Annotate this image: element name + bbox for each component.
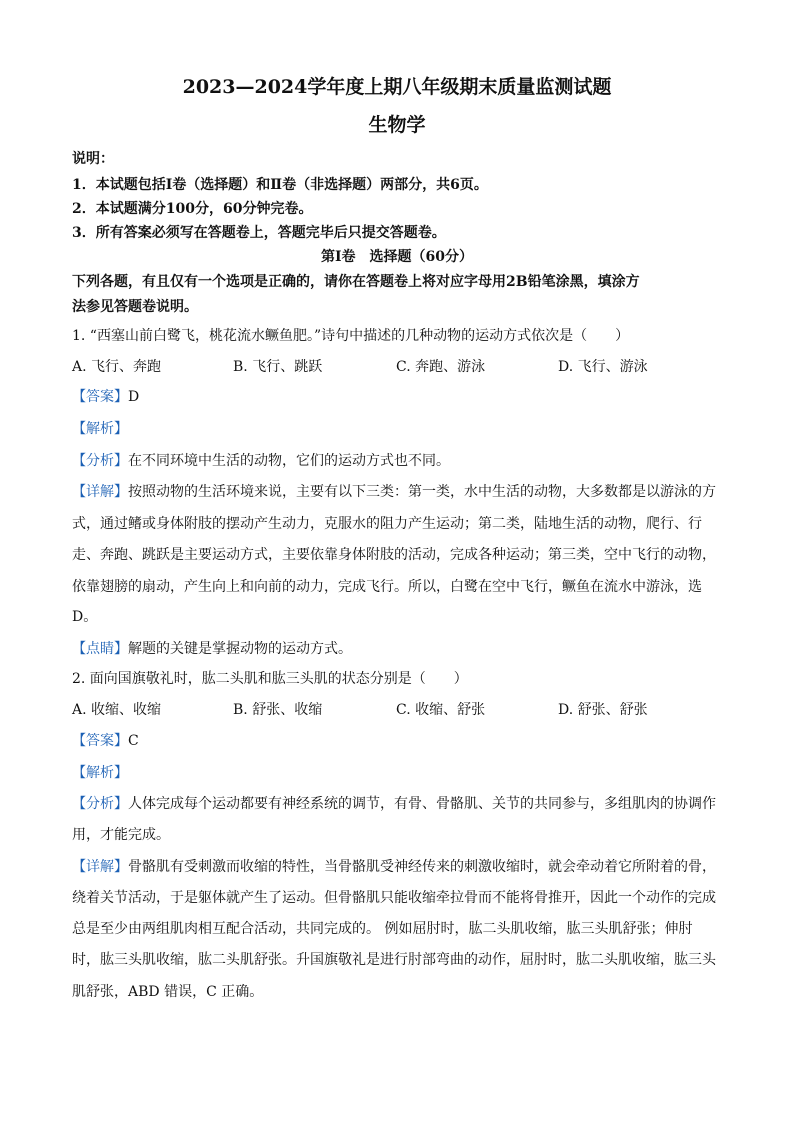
- option-c: C. 收缩、舒张: [396, 702, 486, 718]
- detail-tag: 【详解】: [72, 859, 128, 875]
- option-b: B. 飞行、跳跃: [233, 359, 323, 375]
- instruction-item: 3．所有答案必须写在答题卷上，答题完毕后只提交答题卷。: [72, 225, 446, 241]
- comment-text: 解题的关键是掌握动物的运动方式。: [128, 641, 352, 657]
- detail-line: 总是至少由两组肌肉相互配合活动，共同完成的。 例如屈肘时，肱二头肌收缩，肱三头肌舒张；伸肘: [72, 921, 693, 937]
- option-d: D. 飞行、游泳: [558, 359, 648, 375]
- section-title: 第Ⅰ卷 选择题（60分）: [320, 249, 474, 265]
- detail-text: 按照动物的生活环境来说，主要有以下三类：第一类，水中生活的动物，大多数都是以游泳的方: [128, 484, 716, 500]
- fenxi-tag: 【分析】: [72, 796, 128, 812]
- option-c: C. 奔跑、游泳: [396, 359, 486, 375]
- fenxi-text: 人体完成每个运动都要有神经系统的调节，有骨、骨骼肌、关节的共同参与，多组肌肉的协调作: [128, 796, 716, 812]
- instruction-item: 1．本试题包括Ⅰ卷（选择题）和Ⅱ卷（非选择题）两部分，共6页。: [72, 177, 488, 193]
- option-a: A. 飞行、奔跑: [72, 359, 162, 375]
- detail-line: 依靠翅膀的扇动，产生向上和向前的动力，完成飞行。所以，白鹭在空中飞行，鳜鱼在流水中游泳，选: [72, 579, 702, 595]
- question-stem: 2. 面向国旗敬礼时，肱二头肌和肱三头肌的状态分别是（ ）: [72, 671, 468, 687]
- fenxi-line: 用，才能完成。: [72, 827, 170, 843]
- answer-tag: 【答案】: [72, 389, 128, 405]
- detail-line: 走、奔跑、跳跃是主要运动方式，主要依靠身体附肢的活动，完成各种运动；第三类，空中飞行的动物，: [72, 547, 716, 563]
- analysis-tag: 【解析】: [72, 765, 128, 781]
- instructions-heading: 说明：: [72, 151, 114, 167]
- question-stem: 1. “西塞山前白鹭飞，桃花流水鳜鱼肥。”诗句中描述的几种动物的运动方式依次是（ ）: [72, 328, 630, 344]
- option-a: A. 收缩、收缩: [72, 702, 162, 718]
- subject-title: 生物学: [368, 114, 426, 136]
- instruction-item: 2．本试题满分100分，60分钟完卷。: [72, 201, 313, 217]
- detail-line: 时，肱三头肌收缩，肱二头肌舒张。升国旗敬礼是进行肘部弯曲的动作，屈肘时，肱二头肌收缩，肱三头: [72, 952, 716, 968]
- detail-line: 肌舒张，ABD 错误，C 正确。: [72, 984, 264, 1000]
- section-directions: 下列各题，有且仅有一个选项是正确的，请你在答题卷上将对应字母用2B铅笔涂黑，填涂方: [72, 274, 640, 290]
- option-b: B. 舒张、收缩: [233, 702, 323, 718]
- detail-line: 式，通过鳍或身体附肢的摆动产生动力，克服水的阻力产生运动；第二类，陆地生活的动物，爬行、行: [72, 516, 702, 532]
- detail-line: [72, 856, 716, 876]
- fenxi-line: [72, 793, 716, 813]
- detail-line: D。: [72, 609, 98, 625]
- answer-tag: 【答案】: [72, 733, 128, 749]
- answer-row: [72, 386, 139, 406]
- answer-row: [72, 730, 139, 750]
- fenxi-tag: 【分析】: [72, 453, 128, 469]
- fenxi-text: 在不同环境中生活的动物，它们的运动方式也不同。: [128, 453, 450, 469]
- answer-value: D: [128, 389, 140, 405]
- detail-line: [72, 481, 716, 501]
- analysis-tag: 【解析】: [72, 421, 128, 437]
- option-d: D. 舒张、舒张: [558, 702, 648, 718]
- comment-tag: 【点睛】: [72, 641, 128, 657]
- answer-value: C: [128, 733, 139, 749]
- comment-row: [72, 638, 352, 658]
- fenxi-row: [72, 450, 450, 470]
- detail-text: 骨骼肌有受刺激而收缩的特性，当骨骼肌受神经传来的刺激收缩时，就会牵动着它所附着的骨，: [128, 859, 716, 875]
- detail-line: 绕着关节活动，于是躯体就产生了运动。但骨骼肌只能收缩牵拉骨而不能将骨推开，因此一个动作的完成: [72, 890, 716, 906]
- exam-title: 2023—2024学年度上期八年级期末质量监测试题: [182, 76, 612, 98]
- section-directions: 法参见答题卷说明。: [72, 299, 198, 315]
- detail-tag: 【详解】: [72, 484, 128, 500]
